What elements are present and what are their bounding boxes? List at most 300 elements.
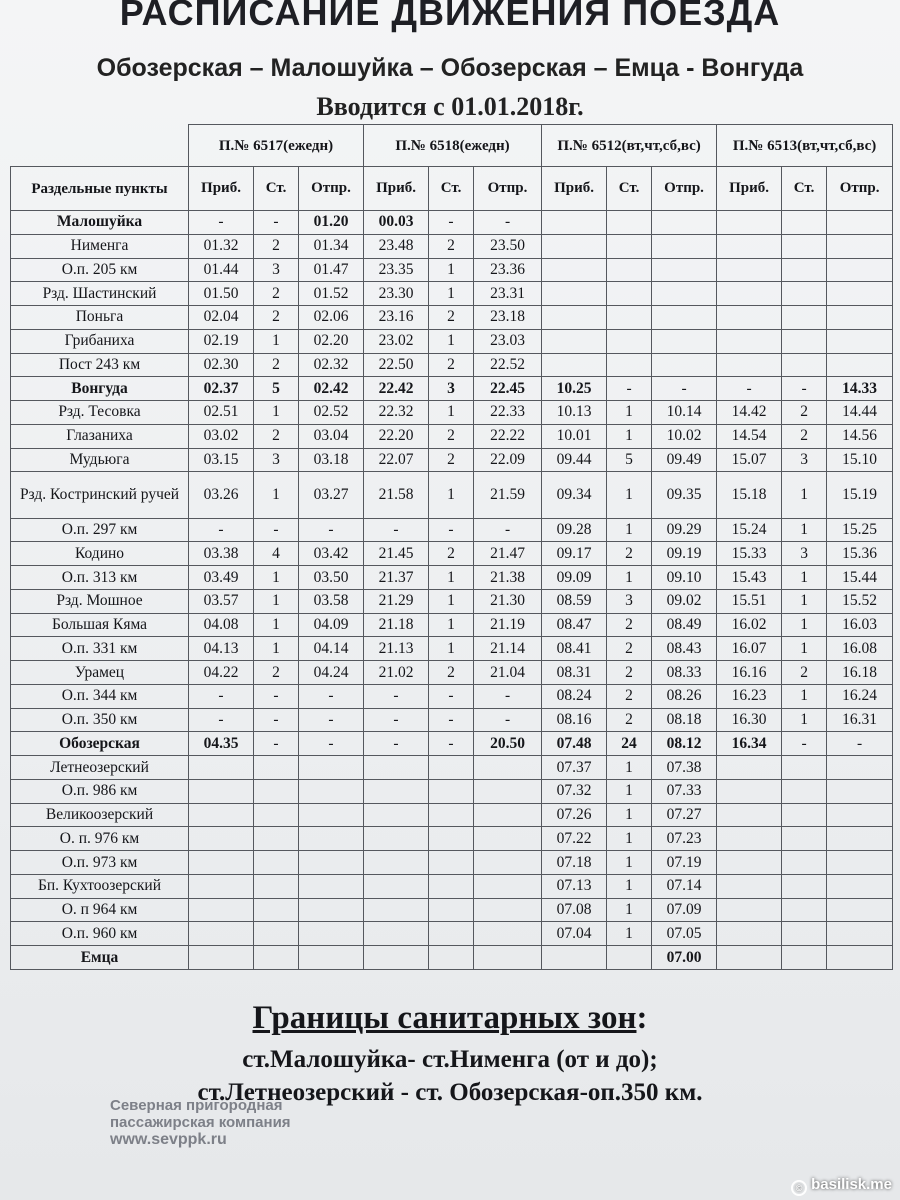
time-cell	[652, 258, 717, 282]
time-cell	[827, 851, 893, 875]
time-cell: 04.08	[189, 613, 254, 637]
station-name: Большая Кяма	[11, 613, 189, 637]
time-cell: 08.41	[542, 637, 607, 661]
time-cell: 07.08	[542, 898, 607, 922]
time-cell: 08.47	[542, 613, 607, 637]
time-cell	[189, 898, 254, 922]
station-name: Рзд. Шастинский	[11, 282, 189, 306]
time-cell: 09.34	[542, 472, 607, 518]
time-cell: 01.52	[299, 282, 364, 306]
time-cell: 09.19	[652, 542, 717, 566]
dep-header: Отпр.	[827, 167, 893, 211]
stop-duration-cell: 1	[429, 589, 474, 613]
time-cell	[652, 353, 717, 377]
stop-duration-cell	[782, 779, 827, 803]
time-cell: 23.03	[474, 329, 542, 353]
time-cell	[717, 282, 782, 306]
time-cell: 21.29	[364, 589, 429, 613]
stop-duration-cell: 1	[607, 827, 652, 851]
stop-duration-cell: 2	[429, 448, 474, 472]
time-cell	[717, 756, 782, 780]
time-cell: 22.45	[474, 377, 542, 401]
arr-header: Приб.	[189, 167, 254, 211]
time-cell	[474, 827, 542, 851]
time-cell: 09.28	[542, 518, 607, 542]
time-cell	[189, 851, 254, 875]
station-name: Нименга	[11, 234, 189, 258]
stop-duration-cell: 2	[607, 542, 652, 566]
time-cell: 21.38	[474, 566, 542, 590]
stop-duration-cell: 4	[254, 542, 299, 566]
time-cell	[474, 922, 542, 946]
stop-duration-cell	[782, 258, 827, 282]
table-row	[11, 282, 893, 306]
stop-duration-cell: 3	[607, 589, 652, 613]
time-cell: 08.16	[542, 708, 607, 732]
stop-duration-cell: 3	[782, 542, 827, 566]
time-cell: 08.59	[542, 589, 607, 613]
stop-duration-cell: 2	[429, 353, 474, 377]
time-cell: 08.12	[652, 732, 717, 756]
time-cell: 04.09	[299, 613, 364, 637]
stop-duration-cell	[607, 211, 652, 235]
time-cell: 21.30	[474, 589, 542, 613]
stop-duration-cell: -	[254, 518, 299, 542]
time-cell: -	[474, 708, 542, 732]
time-cell: 16.08	[827, 637, 893, 661]
table-row	[11, 827, 893, 851]
stop-duration-cell: 1	[429, 258, 474, 282]
time-cell: 16.07	[717, 637, 782, 661]
stop-duration-cell	[782, 946, 827, 970]
time-cell: 16.24	[827, 684, 893, 708]
time-cell: 04.14	[299, 637, 364, 661]
time-cell: 21.04	[474, 661, 542, 685]
time-cell	[474, 946, 542, 970]
stop-duration-cell	[607, 353, 652, 377]
stop-duration-cell	[607, 258, 652, 282]
stop-duration-cell: 1	[607, 472, 652, 518]
time-cell	[827, 922, 893, 946]
stop-duration-cell	[607, 234, 652, 258]
stop-duration-cell	[429, 803, 474, 827]
time-cell	[474, 779, 542, 803]
time-cell	[717, 874, 782, 898]
time-cell: 21.18	[364, 613, 429, 637]
stop-duration-cell	[782, 898, 827, 922]
station-name: Бп. Кухтоозерский	[11, 874, 189, 898]
time-cell: 23.16	[364, 306, 429, 330]
sanitary-colon: :	[636, 1000, 648, 1036]
train-6513-header	[717, 125, 893, 167]
stop-duration-cell	[254, 874, 299, 898]
header-corner	[11, 125, 189, 167]
stop-duration-cell: -	[429, 708, 474, 732]
time-cell	[827, 946, 893, 970]
time-cell: 16.34	[717, 732, 782, 756]
arr-header: Приб.	[717, 167, 782, 211]
time-cell: 02.52	[299, 401, 364, 425]
time-cell: 16.23	[717, 684, 782, 708]
time-cell: 15.19	[827, 472, 893, 518]
time-cell	[474, 874, 542, 898]
train-6512-header	[542, 125, 717, 167]
time-cell	[364, 756, 429, 780]
time-cell	[364, 946, 429, 970]
time-cell: 16.02	[717, 613, 782, 637]
stop-duration-cell	[254, 898, 299, 922]
time-cell	[364, 803, 429, 827]
table-row	[11, 518, 893, 542]
station-column-header: Раздельные пункты	[11, 167, 189, 211]
time-cell: 22.09	[474, 448, 542, 472]
time-cell: 02.32	[299, 353, 364, 377]
time-cell	[364, 827, 429, 851]
stop-duration-cell: 1	[607, 803, 652, 827]
stop-duration-cell: 1	[607, 779, 652, 803]
time-cell: 16.16	[717, 661, 782, 685]
station-name: Глазаниха	[11, 424, 189, 448]
station-name: Мудьюга	[11, 448, 189, 472]
time-cell: 08.33	[652, 661, 717, 685]
time-cell: 04.35	[189, 732, 254, 756]
route-subtitle: Обозерская – Малошуйка – Обозерская – Емца - Вонгуда	[96, 54, 804, 82]
time-cell	[542, 258, 607, 282]
dep-header: Отпр.	[299, 167, 364, 211]
schedule-body	[11, 211, 893, 970]
stop-duration-cell: -	[782, 732, 827, 756]
time-cell: 10.14	[652, 401, 717, 425]
stop-duration-cell: 1	[429, 566, 474, 590]
time-cell: 07.18	[542, 851, 607, 875]
station-name: Емца	[11, 946, 189, 970]
stop-duration-cell	[782, 211, 827, 235]
table-row	[11, 377, 893, 401]
stop-duration-cell	[254, 946, 299, 970]
station-name: Летнеозерский	[11, 756, 189, 780]
station-name: Рзд. Мошное	[11, 589, 189, 613]
time-cell	[542, 211, 607, 235]
time-cell: 10.02	[652, 424, 717, 448]
time-cell: -	[364, 518, 429, 542]
stop-duration-cell	[254, 756, 299, 780]
stop-duration-cell: 2	[607, 637, 652, 661]
time-cell: 07.05	[652, 922, 717, 946]
time-cell	[827, 827, 893, 851]
time-cell: 03.50	[299, 566, 364, 590]
stop-duration-cell	[254, 827, 299, 851]
stop-duration-cell	[782, 329, 827, 353]
company-line-1: Северная пригородная	[110, 1097, 283, 1114]
stop-duration-cell: 3	[782, 448, 827, 472]
time-cell: 15.18	[717, 472, 782, 518]
stop-duration-cell: 1	[607, 756, 652, 780]
time-cell	[652, 211, 717, 235]
table-row	[11, 234, 893, 258]
time-cell: 16.31	[827, 708, 893, 732]
time-cell: 22.42	[364, 377, 429, 401]
table-row	[11, 353, 893, 377]
time-cell: -	[364, 708, 429, 732]
time-cell: 23.35	[364, 258, 429, 282]
time-cell: 22.20	[364, 424, 429, 448]
time-cell: -	[189, 708, 254, 732]
stop-header: Ст.	[607, 167, 652, 211]
stop-duration-cell: -	[254, 708, 299, 732]
time-cell: -	[189, 518, 254, 542]
train-6513-label: П.№ 6513(вт,чт,сб,вс)	[732, 137, 877, 154]
time-cell: 03.57	[189, 589, 254, 613]
time-cell: 03.38	[189, 542, 254, 566]
time-cell	[542, 282, 607, 306]
time-cell	[827, 234, 893, 258]
table-row	[11, 756, 893, 780]
time-cell: 23.30	[364, 282, 429, 306]
time-cell: 15.07	[717, 448, 782, 472]
time-cell: 21.14	[474, 637, 542, 661]
stop-duration-cell	[429, 851, 474, 875]
time-cell	[827, 282, 893, 306]
time-cell	[299, 922, 364, 946]
stop-duration-cell: 1	[607, 922, 652, 946]
time-cell: -	[827, 732, 893, 756]
stop-duration-cell: 1	[254, 472, 299, 518]
table-row	[11, 898, 893, 922]
station-name: Кодино	[11, 542, 189, 566]
time-cell: 07.38	[652, 756, 717, 780]
table-row	[11, 708, 893, 732]
table-row	[11, 684, 893, 708]
effective-date: Вводится с 01.01.2018г.	[316, 92, 584, 121]
time-cell	[542, 353, 607, 377]
time-cell	[827, 211, 893, 235]
time-cell	[717, 851, 782, 875]
time-cell	[827, 258, 893, 282]
time-cell: 02.19	[189, 329, 254, 353]
stop-duration-cell: 2	[254, 282, 299, 306]
time-cell: 09.44	[542, 448, 607, 472]
time-cell	[299, 756, 364, 780]
station-name: О.п. 960 км	[11, 922, 189, 946]
stop-duration-cell: 1	[254, 566, 299, 590]
table-row	[11, 211, 893, 235]
subcolumn-header-row	[11, 167, 893, 211]
time-cell	[189, 874, 254, 898]
stop-duration-cell: 1	[607, 401, 652, 425]
time-cell: 02.20	[299, 329, 364, 353]
time-cell	[299, 874, 364, 898]
time-cell: 07.26	[542, 803, 607, 827]
time-cell: 14.44	[827, 401, 893, 425]
stop-header: Ст.	[254, 167, 299, 211]
stop-duration-cell: 2	[254, 306, 299, 330]
table-row	[11, 542, 893, 566]
station-name: О.п. 344 км	[11, 684, 189, 708]
time-cell: -	[299, 732, 364, 756]
stop-duration-cell: 1	[254, 613, 299, 637]
time-cell: 21.02	[364, 661, 429, 685]
station-name: Поньга	[11, 306, 189, 330]
time-cell: 01.50	[189, 282, 254, 306]
time-cell: 09.10	[652, 566, 717, 590]
sanitary-line-2: ст.Летнеозерский - ст. Обозерская-оп.350 км.	[197, 1079, 703, 1106]
copyright-icon: ©	[791, 1180, 807, 1196]
time-cell: -	[652, 377, 717, 401]
time-cell	[827, 779, 893, 803]
time-cell: 09.49	[652, 448, 717, 472]
time-cell: -	[299, 518, 364, 542]
time-cell: -	[189, 684, 254, 708]
watermark-text: basilisk.me	[811, 1176, 892, 1193]
stop-duration-cell: 1	[782, 589, 827, 613]
station-name: О. п 964 км	[11, 898, 189, 922]
time-cell: -	[299, 684, 364, 708]
time-cell	[542, 946, 607, 970]
station-name: О.п. 331 км	[11, 637, 189, 661]
table-row	[11, 637, 893, 661]
stop-duration-cell: 1	[607, 874, 652, 898]
time-cell: 22.32	[364, 401, 429, 425]
table-row	[11, 946, 893, 970]
time-cell	[717, 898, 782, 922]
time-cell: 21.58	[364, 472, 429, 518]
stop-duration-cell: 1	[429, 472, 474, 518]
time-cell	[364, 922, 429, 946]
stop-duration-cell: -	[254, 684, 299, 708]
stop-duration-cell: -	[429, 518, 474, 542]
time-cell: -	[474, 518, 542, 542]
time-cell	[717, 922, 782, 946]
stop-duration-cell: 1	[607, 566, 652, 590]
time-cell	[717, 234, 782, 258]
time-cell: 03.26	[189, 472, 254, 518]
time-cell	[827, 898, 893, 922]
station-name: О.п. 973 км	[11, 851, 189, 875]
time-cell	[299, 851, 364, 875]
time-cell: -	[717, 377, 782, 401]
time-cell	[299, 827, 364, 851]
stop-duration-cell: -	[607, 377, 652, 401]
time-cell	[717, 306, 782, 330]
stop-duration-cell	[782, 306, 827, 330]
stop-duration-cell	[782, 874, 827, 898]
stop-duration-cell	[429, 756, 474, 780]
stop-duration-cell: 2	[429, 542, 474, 566]
stop-duration-cell: 1	[254, 401, 299, 425]
time-cell	[542, 329, 607, 353]
time-cell: 21.47	[474, 542, 542, 566]
time-cell: 23.31	[474, 282, 542, 306]
stop-duration-cell: 5	[254, 377, 299, 401]
stop-duration-cell: 1	[429, 282, 474, 306]
time-cell: 09.02	[652, 589, 717, 613]
time-cell: 15.10	[827, 448, 893, 472]
time-cell: 09.09	[542, 566, 607, 590]
stop-duration-cell: 1	[254, 589, 299, 613]
time-cell: 02.37	[189, 377, 254, 401]
time-cell: -	[299, 708, 364, 732]
time-cell: 07.13	[542, 874, 607, 898]
time-cell: 07.14	[652, 874, 717, 898]
stop-duration-cell: 1	[782, 566, 827, 590]
time-cell	[827, 803, 893, 827]
stop-duration-cell: 1	[782, 708, 827, 732]
time-cell: 22.33	[474, 401, 542, 425]
sanitary-zones	[0, 1000, 900, 1109]
time-cell	[652, 306, 717, 330]
table-row	[11, 258, 893, 282]
stop-duration-cell: 5	[607, 448, 652, 472]
time-cell: 02.06	[299, 306, 364, 330]
stop-duration-cell: 2	[254, 661, 299, 685]
table-row	[11, 613, 893, 637]
time-cell: 07.33	[652, 779, 717, 803]
time-cell	[827, 756, 893, 780]
table-row	[11, 448, 893, 472]
time-cell	[827, 306, 893, 330]
time-cell	[189, 827, 254, 851]
stop-duration-cell	[782, 353, 827, 377]
time-cell: 14.56	[827, 424, 893, 448]
stop-duration-cell	[254, 803, 299, 827]
station-name: О.п. 297 км	[11, 518, 189, 542]
stop-duration-cell: 1	[607, 898, 652, 922]
time-cell: 15.43	[717, 566, 782, 590]
time-cell: 23.50	[474, 234, 542, 258]
time-cell: 07.48	[542, 732, 607, 756]
time-cell: -	[364, 684, 429, 708]
time-cell	[189, 922, 254, 946]
stop-duration-cell: 1	[607, 424, 652, 448]
station-name: Вонгуда	[11, 377, 189, 401]
stop-duration-cell	[782, 282, 827, 306]
time-cell: 21.45	[364, 542, 429, 566]
time-cell: 14.54	[717, 424, 782, 448]
train-6517-header: П.№ 6517(ежедн)	[189, 125, 364, 167]
time-cell: 07.23	[652, 827, 717, 851]
stop-header: Ст.	[429, 167, 474, 211]
time-cell: 07.22	[542, 827, 607, 851]
time-cell: 23.48	[364, 234, 429, 258]
time-cell: 21.59	[474, 472, 542, 518]
station-name: О.п. 313 км	[11, 566, 189, 590]
time-cell	[717, 211, 782, 235]
time-cell: -	[364, 732, 429, 756]
time-cell: 08.26	[652, 684, 717, 708]
time-cell	[827, 353, 893, 377]
time-cell: 08.24	[542, 684, 607, 708]
time-cell	[474, 803, 542, 827]
company-logo-text	[110, 1097, 291, 1148]
arr-header: Приб.	[542, 167, 607, 211]
time-cell: 01.34	[299, 234, 364, 258]
stop-duration-cell	[607, 282, 652, 306]
train-6512-label: П.№ 6512(вт,чт,сб,вс)	[557, 137, 701, 154]
time-cell: 03.42	[299, 542, 364, 566]
stop-duration-cell: 1	[429, 329, 474, 353]
stop-header: Ст.	[782, 167, 827, 211]
stop-duration-cell	[782, 851, 827, 875]
stop-duration-cell: 1	[254, 329, 299, 353]
time-cell	[364, 898, 429, 922]
station-name: Грибаниха	[11, 329, 189, 353]
time-cell	[542, 234, 607, 258]
stop-duration-cell: 2	[254, 424, 299, 448]
time-cell: 01.20	[299, 211, 364, 235]
station-name: Пост 243 км	[11, 353, 189, 377]
time-cell	[189, 779, 254, 803]
time-cell: 00.03	[364, 211, 429, 235]
